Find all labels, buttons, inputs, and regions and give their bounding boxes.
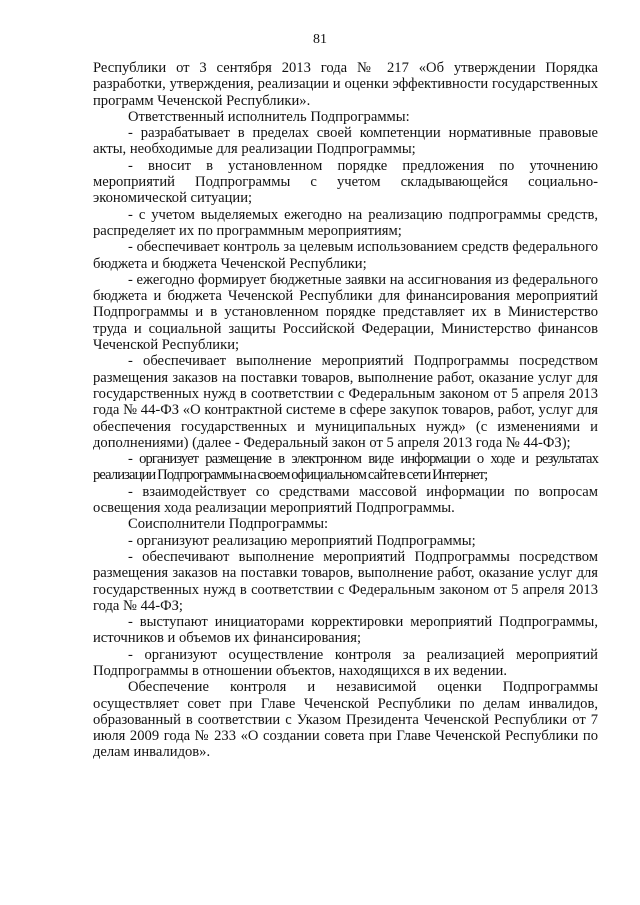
document-body xyxy=(93,60,598,761)
page-number: 81 xyxy=(313,32,327,47)
heading-co-executors: Соисполнители Подпрограммы: xyxy=(128,516,329,533)
list-item: - ежегодно формирует бюджетные заявки на ассигнования из федерального бюджета и бюджета Чеченской Республики для финансирования мероприятий Подпрограммы и в установленном порядке представляет их в Министерство труда и социальной защиты Российской Федерации, Министерство финансов Чеченской Республики; xyxy=(93,271,598,354)
list-item: - обеспечивает контроль за целевым использованием средств федерального бюджета и бюджета Чеченской Республики; xyxy=(93,239,598,272)
list-item: - организует размещение в электронном виде информации о ходе и результатах реализации Подпрограммы на своем официальном сайте в сети Интернет; xyxy=(93,451,598,484)
list-item: - выступают инициаторами корректировки мероприятий Подпрограммы, источников и объемов их финансирования; xyxy=(93,614,598,647)
list-item: - организуют осуществление контроля за реализацией мероприятий Подпрограммы в отношении объектов, находящихся в их ведении. xyxy=(93,646,598,679)
list-item: - обеспечивает выполнение мероприятий Подпрограммы посредством размещения заказов на поставки товаров, выполнение работ, оказание услуг для государственных нужд в соответствии с Федеральным законом от 5 апреля 2013 года № 44-ФЗ «О контрактной системе в сфере закупок товаров, работ, услуг для обеспечения государственных и муниципальных нужд» (с изменениями и дополнениями) (далее - Федеральный закон от 5 апреля 2013 года № 44-ФЗ); xyxy=(93,353,598,451)
list-item: - вносит в установленном порядке предложения по уточнению мероприятий Подпрограммы с учетом складывающейся социально-экономической ситуации; xyxy=(93,157,598,207)
list-item: - с учетом выделяемых ежегодно на реализацию подпрограммы средств, распределяет их по программным мероприятиям; xyxy=(93,206,598,239)
paragraph-program-reference: Республики от 3 сентября 2013 года № 217 «Об утверждении Порядка разработки, утверждения, реализации и оценки эффективности государственных программ Чеченской Республики». xyxy=(93,60,598,109)
paragraph-oversight: Обеспечение контроля и независимой оценки Подпрограммы осуществляет совет при Главе Чеченской Республики по делам инвалидов, образованный в соответствии с Указом Президента Чеченской Республики от 7 июля 2009 года № 233 «О создании совета при Главе Чеченской Республики по делам инвалидов». xyxy=(93,679,598,761)
list-item: - обеспечивают выполнение мероприятий Подпрограммы посредством размещения заказов на поставки товаров, выполнение работ, оказание услуг для государственных нужд в соответствии с Федеральным законом от 5 апреля 2013 года № 44-ФЗ; xyxy=(93,548,598,614)
list-item: - взаимодействует со средствами массовой информации по вопросам освещения хода реализации мероприятий Подпрограммы. xyxy=(93,483,598,517)
list-item: - разрабатывает в пределах своей компетенции нормативные правовые акты, необходимые для реализации Подпрограммы; xyxy=(93,125,598,158)
list-item: - организуют реализацию мероприятий Подпрограммы; xyxy=(128,532,476,549)
heading-responsible-executor: Ответственный исполнитель Подпрограммы: xyxy=(128,108,410,125)
